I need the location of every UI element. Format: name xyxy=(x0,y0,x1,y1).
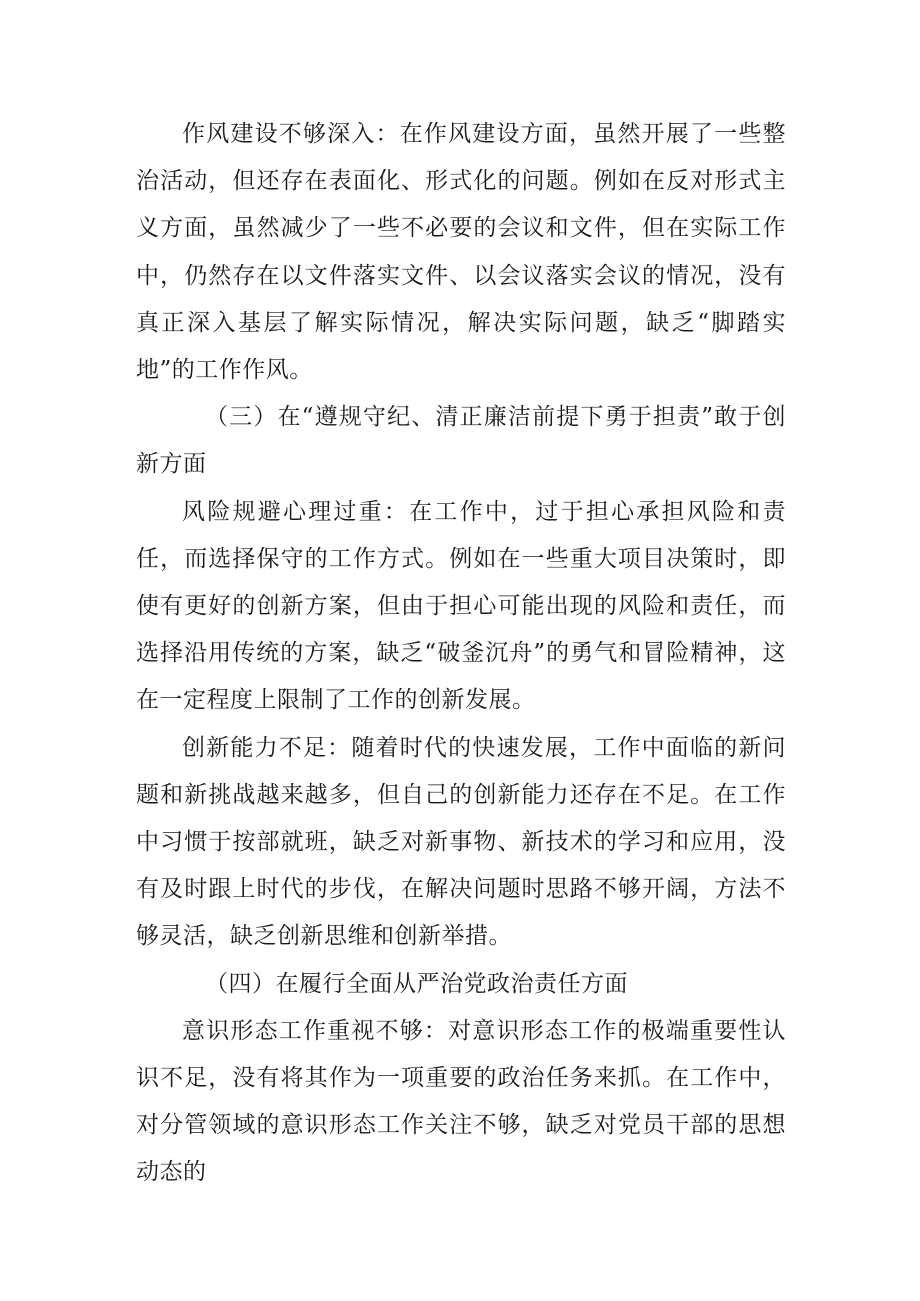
paragraph-ideology-work: 意识形态工作重视不够：对意识形态工作的极端重要性认识不足，没有将其作为一项重要的政治任务来抓。在工作中，对分管领域的意识形态工作关注不够，缺乏对党员干部的思想动态的 xyxy=(136,1017,786,1186)
paragraph-work-style: 作风建设不够深入：在作风建设方面，虽然开展了一些整治活动，但还存在表面化、形式化的问题。例如在反对形式主义方面，虽然减少了一些不必要的会议和文件，但在实际工作中，仍然存在以文件落实文件、以会议落实会议的情况，没有真正深入基层了解实际情况，解决实际问题，缺乏“脚踏实地”的工作作风。 xyxy=(136,121,786,384)
document-body xyxy=(136,111,786,1197)
section-heading-3: （三）在“遵规守纪、清正廉洁前提下勇于担责”敢于创新方面 xyxy=(136,404,786,478)
paragraph-innovation-ability: 创新能力不足：随着时代的快速发展，工作中面临的新问题和新挑战越来越多，但自己的创新能力还存在不足。在工作中习惯于按部就班，缺乏对新事物、新技术的学习和应用，没有及时跟上时代的步伐，在解决问题时思路不够开阔，方法不够灵活，缺乏创新思维和创新举措。 xyxy=(136,734,786,950)
paragraph-risk-avoidance: 风险规避心理过重：在工作中，过于担心承担风险和责任，而选择保守的工作方式。例如在一些重大项目决策时，即使有更好的创新方案，但由于担心可能出现的风险和责任，而选择沿用传统的方案，缺乏“破釜沉舟”的勇气和冒险精神，这在一定程度上限制了工作的创新发展。 xyxy=(136,498,786,714)
section-heading-4: （四）在履行全面从严治党政治责任方面 xyxy=(205,970,628,997)
